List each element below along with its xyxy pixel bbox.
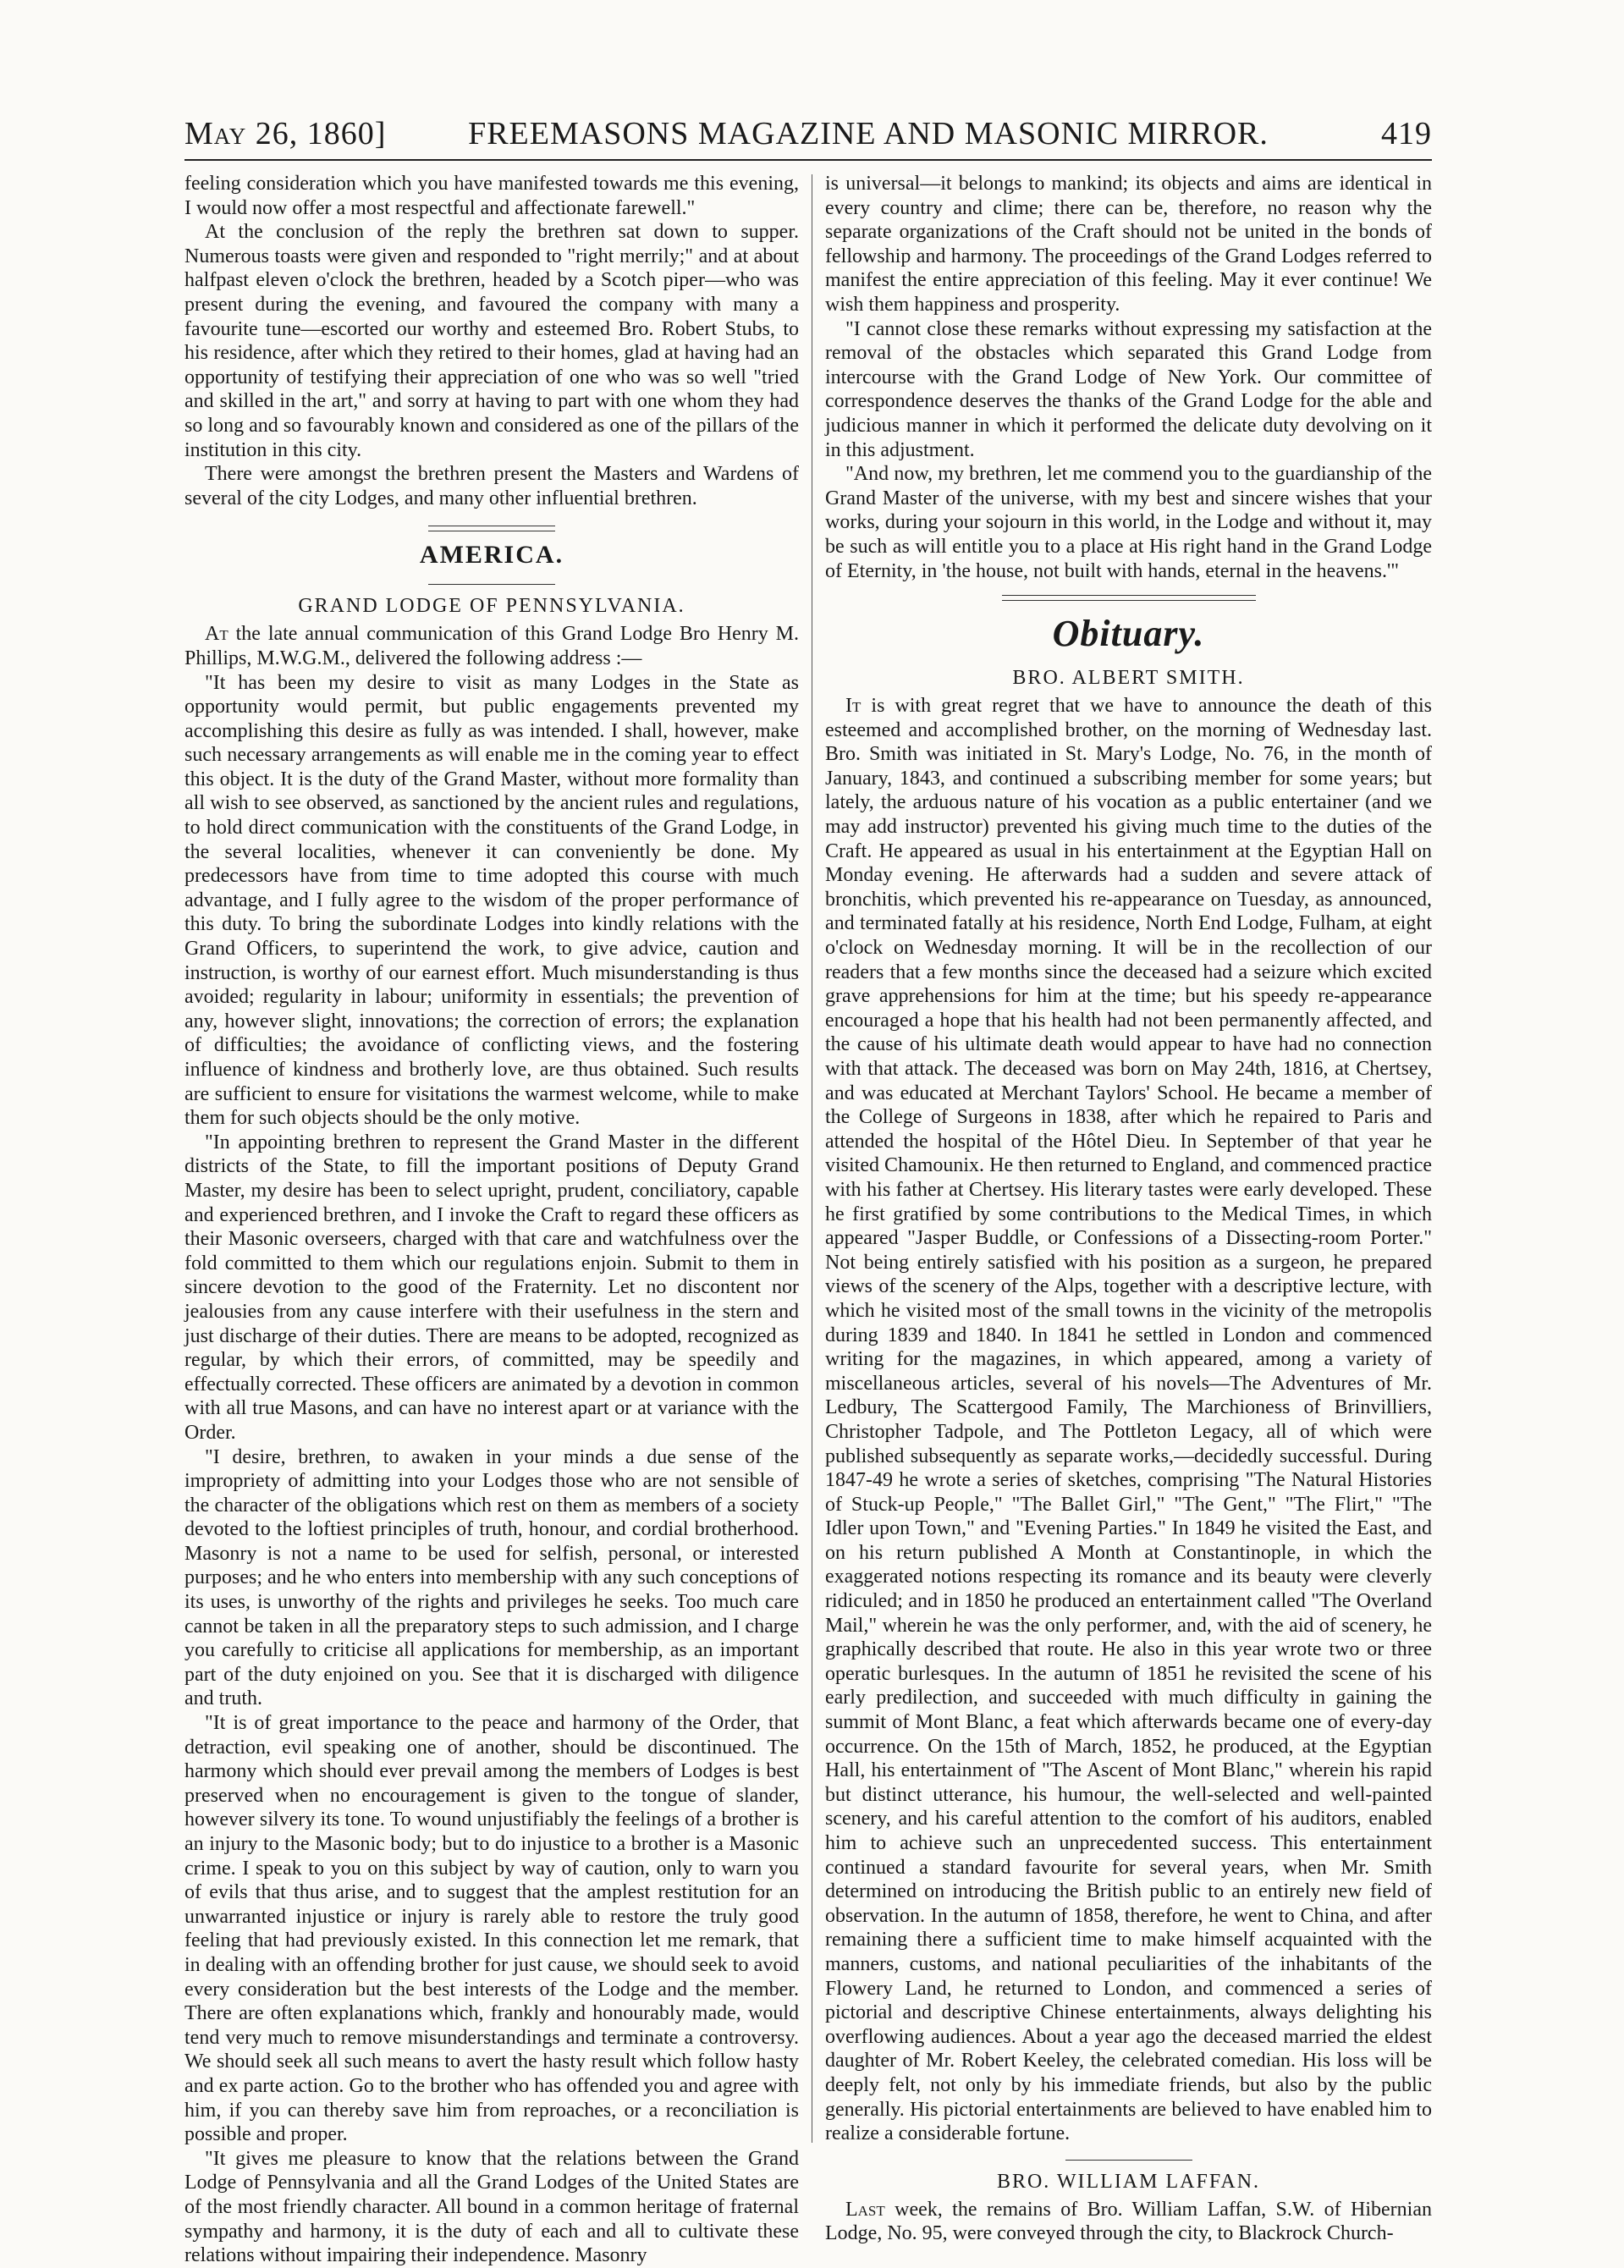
drop-cap: Last: [845, 2198, 885, 2221]
section-divider: [1002, 595, 1256, 601]
paragraph: "In appointing brethren to represent the Grand Master in the different districts of the State, to fill the important positions of Deputy Grand Master, my desire has been to select upright, prudent, conciliatory, capable and experienced brethren, and I invoke the Craft to regard these officers as their Masonic overseers, charged with that care and watchfulness over the fold committed to them which our regulations enjoin. Submit to them in sincere devotion to the good of the Fraternity. Let no discontent nor jealousies from any cause interfere with their usefulness in the stern and just discharge of their duties. There are means to be adopted, recognized as regular, by which their errors, of committed, may be speedily and effectually corrected. These officers are animated by a devotion in common with all true Masons, and can have no interest apart or at variance with the Order.: [184, 1131, 799, 1444]
paragraph: [825, 2198, 1432, 2246]
subsection-title: BRO. WILLIAM LAFFAN.: [996, 2170, 1261, 2193]
paragraph: "I cannot close these remarks without expressing my satisfaction at the removal of the obstacles which separated this Grand Lodge from intercourse with the Grand Lodge of New York. Our committee of correspondence deserves the thanks of the Grand Lodge for the able and judicious manner in which it performed the delicate duty devolving on it in this adjustment.: [825, 317, 1432, 461]
subsection-title: GRAND LODGE OF PENNSYLVANIA.: [298, 595, 685, 618]
issue-date: May 26, 1860]: [184, 116, 387, 151]
section-divider: [1065, 2160, 1192, 2161]
paragraph-text: the late annual communication of this Grand Lodge Bro Henry M. Phillips, M.W.G.M., delivered the following address :—: [184, 623, 799, 669]
publication-title: FREEMASONS MAGAZINE AND MASONIC MIRROR.: [468, 116, 1269, 151]
section-divider: [428, 526, 555, 531]
section-title-america: AMERICA.: [419, 541, 564, 570]
paragraph: At the conclusion of the reply the brethren sat down to supper. Numerous toasts were given and responded to "right merrily;" and at about halfpast eleven o'clock the brethren, headed by a Scotch piper—who was present during the evening, and favoured the company with many a favourite tune—escorted our worthy and esteemed Bro. Robert Stubs, to his residence, after which they retired to their homes, glad at having had an opportunity of testifying their appreciation of one who was so well "tried and skilled in the art," and sorry at having to part with one whom they had so long and so favourably known and considered as one of the pillars of the institution in this city.: [184, 221, 799, 461]
paragraph: "It has been my desire to visit as many Lodges in the State as opportunity would permit, but public engagements prevented my accomplishing this desire as fully as was intended. I shall, however, make such necessary arrangements as will enable me in the coming year to effect this object. It is the duty of the Grand Master, without more formality than all wish to see observed, as sanctioned by the ancient rules and regulations, to hold direct communication with the constituents of the Grand Lodge, in the several localities, whenever it can conveniently be done. My predecessors have from time to time adopted this course with much advantage, and I fully agree to the wisdom of the proper performance of this duty. To bring the subordinate Lodges into kindly relations with the Grand Officers, to superintend the work, to give advice, caution and instruction, is worthy of our earnest effort. Much misunderstanding is thus avoided; regularity in labour; uniformity in essentials; the prevention of any, however slight, innovations; the correction of errors; the explanation of difficulties; the avoidance of conflicting views, and the fostering influence of kindness and brotherly love, are thus obtained. Such results are sufficient to ensure for visitations the warmest welcome, while to make them for such objects should be the only motive.: [184, 671, 799, 1130]
page-number: 419: [1381, 116, 1432, 151]
left-column: [184, 172, 799, 2267]
right-column: [825, 172, 1432, 2245]
drop-cap: It: [845, 695, 862, 718]
paragraph: is universal—it belongs to mankind; its objects and aims are identical in every country and clime; there can be, therefore, no reason why the separate organizations of the Craft should not be united in the bonds of fellowship and harmony. The proceedings of the Grand Lodges referred to manifest the entire appreciation of this feeling. May it ever continue! We wish them happiness and prosperity.: [825, 173, 1432, 316]
paragraph: "I desire, brethren, to awaken in your minds a due sense of the impropriety of admitting into your Lodges those who are not sensible of the character of the obligations which rest on them as members of a society devoted to the loftiest principles of truth, honour, and cordial brotherhood. Masonry is not a name to be used for selfish, personal, or interested purposes; and he who enters into membership with any such conceptions of its uses, is unworthy of the rights and privileges he seeks. Too much care cannot be taken in all the preparatory steps to such admission, and I charge you carefully to criticise all applications for membership, as an important part of the duty enjoined on you. See that it is discharged with diligence and truth.: [184, 1445, 799, 1710]
paragraph: [825, 694, 1432, 2146]
paragraph: There were amongst the brethren present the Masters and Wardens of several of the city Lodges, and many other influential brethren.: [184, 463, 799, 509]
section-title-obituary: Obituary.: [1052, 613, 1205, 655]
title-underline: [428, 584, 555, 585]
page-header: [184, 108, 1432, 161]
paragraph-text: week, the remains of Bro. William Laffan, S.W. of Hibernian Lodge, No. 95, were conveyed through the city, to Blackrock Church-: [825, 2198, 1432, 2245]
drop-cap: At: [205, 623, 228, 646]
paragraph: "And now, my brethren, let me commend you to the guardianship of the Grand Master of the universe, with my best and sincere wishes that your works, during your sojourn in this world, in the Lodge and without it, may be such as will entitle you to a place at His right hand in the Grand Lodge of Eternity, in 'the house, not built with hands, eternal in the heavens.'": [825, 463, 1432, 582]
paragraph-text: is with great regret that we have to announce the death of this esteemed and accomplished brother, on the morning of Wednesday last. Bro. Smith was initiated in St. Mary's Lodge, No. 76, in the month of January, 1843, and continued a subscribing member for some years; but lately, the arduous nature of his vocation as a public entertainer (and we may add instructor) prevented his giving much time to the duties of the Craft. He appeared as usual in his entertainment at the Egyptian Hall on Monday evening. He afterwards had a sudden and severe attack of bronchitis, which prevented his re-appearance on Tuesday, as announced, and terminated fatally at his residence, North End Lodge, Fulham, at eight o'clock on Wednesday morning. It will be in the recollection of our readers that a few months since the deceased had a seizure which excited grave apprehensions for him at the time; but his speedy re-appearance encouraged a hope that his health had not been permanently affected, and the cause of his ultimate death would appear to have had no connection with that attack. The deceased was born on May 24th, 1816, at Chertsey, and was educated at Merchant Taylors' School. He became a member of the College of Surgeons in 1838, after which he repaired to Paris and attended the hospital of the Hôtel Dieu. In September of that year he visited Chamounix. He then returned to England, and commenced practice with his father at Chertsey. His literary tastes were early developed. These he first gratified by some contributions to the Medical Times, in which appeared "Jasper Buddle, or Confessions of a Dissecting-room Porter." Not being entirely satisfied with his position as a surgeon, he prepared views of the scenery of the Alps, together with a descriptive lecture, with which he visited most of the small towns in the vicinity of the metropolis during 1839 and 1840. In 1841 he settled in London and commenced writing for the magazines, in which appeared, among a variety of miscellaneous articles, several of his novels—The Adventures of Mr. Ledbury, The Scattergood Family, The Marchioness of Brinvilliers, Christopher Tadpole, and The Pottleton Legacy, all of which were published subsequently as separate works,—decidedly successful. During 1847-49 he wrote a series of sketches, comprising "The Natural Histories of Stuck-up People," "The Ballet Girl," "The Gent," "The Flirt," "The Idler upon Town," and "Evening Parties." In 1849 he visited the East, and on his return published A Month at Constantinople, in which the exaggerated notions respecting its romance and its beauty were cleverly ridiculed; and in 1850 he produced an entertainment called "The Overland Mail," wherein he was the only performer, and, with the aid of scenery, he graphically described that route. He also in this year wrote two or three operatic burlesques. In the autumn of 1851 he revisited the scene of his early predilection, and succeeded with much difficulty in gaining the summit of Mont Blanc, a feat which afterwards became one of every-day occurrence. On the 15th of March, 1852, he produced, at the Egyptian Hall, his entertainment of "The Ascent of Mont Blanc," wherein his rapid but distinct utterance, his humour, the well-selected and well-painted scenery, and his careful attention to the comfort of his auditors, enabled him to achieve such an unprecedented success. This entertainment continued a standard favourite for several years, when Mr. Smith determined on introducing the British public to an entirely new field of observation. In the autumn of 1858, therefore, he went to China, and after remaining there a sufficient time to make himself acquainted with the manners, customs, and national peculiarities of the inhabitants of the Flowery Land, he returned to London, and commenced a series of pictorial and descriptive Chinese entertainments, always delighting his overflowing audiences. About a year ago the deceased married the eldest daughter of Mr. Robert Keeley, the celebrated comedian. His loss will be deeply felt, not only by his immediate friends, but also by the public generally. His pictorial entertainments are believed to have enabled him to realize a considerable fortune.: [825, 695, 1432, 2145]
paragraph: feeling consideration which you have manifested towards me this evening, I would now offer a most respectful and affectionate farewell.": [184, 173, 799, 219]
paragraph: "It gives me pleasure to know that the relations between the Grand Lodge of Pennsylvania and all the Grand Lodges of the United States are of the most friendly character. All bound in a common heritage of fraternal sympathy and harmony, it is the duty of each and all to cultivate these relations without impairing their independence. Masonry: [184, 2147, 799, 2267]
paragraph: "It is of great importance to the peace and harmony of the Order, that detraction, evil speaking one of another, should be discontinued. The harmony which should ever prevail among the members of Lodges is best preserved when no encouragement is given to the tongue of slander, however silvery its tone. To wound unjustifiably the feelings of a brother is an injury to the Masonic body; but to do injustice to a brother is a Masonic crime. I speak to you on this subject by way of caution, only to warn you of evils that thus arise, and to suggest that the amplest restitution for an unwarranted injustice or injury is rarely able to restore the truly good feeling that had previously existed. In this connection let me remark, that in dealing with an offending brother for just cause, we should seek to avoid every consideration but the best interests of the Lodge and the member. There are often explanations which, frankly and honourably made, would tend very much to remove misunderstandings and terminate a controversy. We should seek all such means to avert the hasty result which follow hasty and ex parte action. Go to the brother who has offended you and agree with him, if you can thereby save him from reproaches, or a reconciliation is possible and proper.: [184, 1712, 799, 2146]
paragraph: [184, 622, 799, 670]
subsection-title: BRO. ALBERT SMITH.: [1012, 667, 1245, 690]
